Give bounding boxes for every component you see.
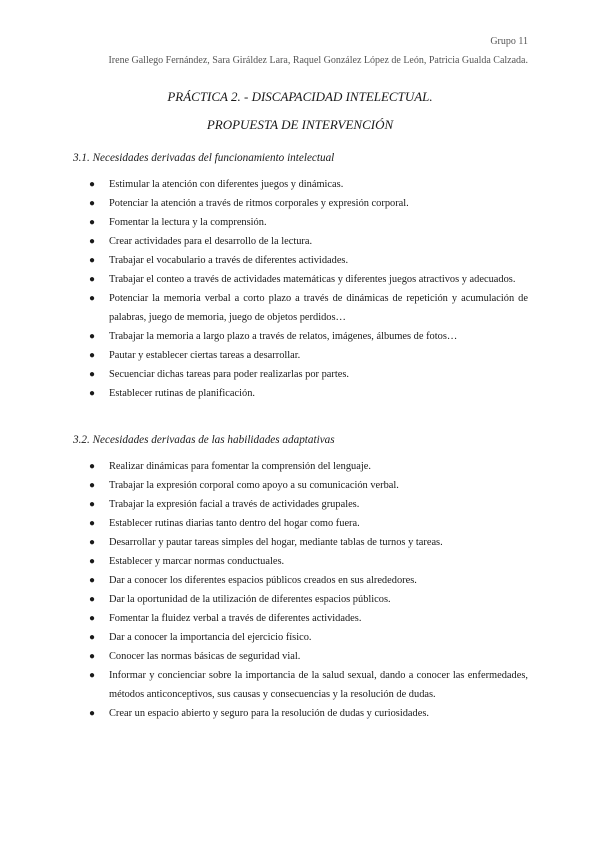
header-group-label: Grupo 11	[490, 36, 528, 47]
list-item: ● Desarrollar y pautar tareas simples del hogar, mediante tablas de turnos y tareas.	[0, 533, 600, 552]
document-title: PRÁCTICA 2. - DISCAPACIDAD INTELECTUAL.	[167, 89, 433, 104]
list-item: ● Establecer rutinas de planificación.	[0, 384, 600, 403]
section-heading-3-1: 3.1. Necesidades derivadas del funcionamiento intelectual	[73, 152, 335, 164]
bullet-icon: ●	[89, 331, 96, 342]
list-item: ● Dar la oportunidad de la utilización de diferentes espacios públicos.	[0, 590, 600, 609]
section-heading-3-2: 3.2. Necesidades derivadas de las habilidades adaptativas	[73, 434, 335, 446]
list-item: ● Crear actividades para el desarrollo de la lectura.	[0, 232, 600, 251]
bullet-icon: ●	[89, 518, 96, 529]
bullet-icon: ●	[89, 651, 96, 662]
bullet-icon: ●	[89, 236, 96, 247]
bullet-list-3-1	[0, 175, 600, 403]
bullet-icon: ●	[89, 556, 96, 567]
list-item: ● Potenciar la atención a través de ritmos corporales y expresión corporal.	[0, 194, 600, 213]
list-item: ● Conocer las normas básicas de seguridad vial.	[0, 647, 600, 666]
document-subtitle: PROPUESTA DE INTERVENCIÓN	[206, 117, 394, 132]
list-item: ● Realizar dinámicas para fomentar la comprensión del lenguaje.	[0, 457, 600, 476]
bullet-icon: ●	[89, 217, 96, 228]
bullet-icon: ●	[89, 480, 96, 491]
bullet-icon: ●	[89, 670, 96, 681]
list-item: ● Crear un espacio abierto y seguro para la resolución de dudas y curiosidades.	[0, 704, 600, 723]
bullet-icon: ●	[89, 388, 96, 399]
bullet-icon: ●	[89, 274, 96, 285]
bullet-icon: ●	[89, 632, 96, 643]
list-item: ● Trabajar el vocabulario a través de diferentes actividades.	[0, 251, 600, 270]
list-item: ● Dar a conocer la importancia del ejercicio físico.	[0, 628, 600, 647]
list-item: ● Fomentar la fluidez verbal a través de diferentes actividades.	[0, 609, 600, 628]
list-item: ● Fomentar la lectura y la comprensión.	[0, 213, 600, 232]
bullet-icon: ●	[89, 499, 96, 510]
list-item: ● Establecer rutinas diarias tanto dentro del hogar como fuera.	[0, 514, 600, 533]
list-item: ● Establecer y marcar normas conductuales.	[0, 552, 600, 571]
list-item: ● Estimular la atención con diferentes juegos y dinámicas.	[0, 175, 600, 194]
list-item: ● Dar a conocer los diferentes espacios públicos creados en sus alrededores.	[0, 571, 600, 590]
list-item: ● Pautar y establecer ciertas tareas a desarrollar.	[0, 346, 600, 365]
bullet-list-3-2	[0, 457, 600, 723]
list-item: ● Trabajar la memoria a largo plazo a través de relatos, imágenes, álbumes de fotos…	[0, 327, 600, 346]
header-authors: Irene Gallego Fernández, Sara Giráldez Lara, Raquel González López de León, Patricia Gualda Calzada.	[108, 55, 528, 66]
list-item: ● Trabajar la expresión facial a través de actividades grupales.	[0, 495, 600, 514]
bullet-icon: ●	[89, 613, 96, 624]
bullet-icon: ●	[89, 293, 96, 304]
bullet-icon: ●	[89, 369, 96, 380]
list-item: ● Potenciar la memoria verbal a corto plazo a través de dinámicas de repetición y acumulación de palabras, juego de memoria, juego de objetos perdidos…	[0, 289, 600, 327]
list-item: ● Trabajar la expresión corporal como apoyo a su comunicación verbal.	[0, 476, 600, 495]
bullet-icon: ●	[89, 461, 96, 472]
list-item: ● Informar y concienciar sobre la importancia de la salud sexual, dando a conocer las enfermedades, métodos anticonceptivos, sus causas y consecuencias y la resolución de dudas.	[0, 666, 600, 704]
bullet-icon: ●	[89, 350, 96, 361]
bullet-icon: ●	[89, 537, 96, 548]
bullet-icon: ●	[89, 255, 96, 266]
list-item: ● Secuenciar dichas tareas para poder realizarlas por partes.	[0, 365, 600, 384]
list-item: ● Trabajar el conteo a través de actividades matemáticas y diferentes juegos atractivos y adecuados.	[0, 270, 600, 289]
bullet-icon: ●	[89, 594, 96, 605]
bullet-icon: ●	[89, 198, 96, 209]
bullet-icon: ●	[89, 179, 96, 190]
bullet-icon: ●	[89, 708, 96, 719]
bullet-icon: ●	[89, 575, 96, 586]
